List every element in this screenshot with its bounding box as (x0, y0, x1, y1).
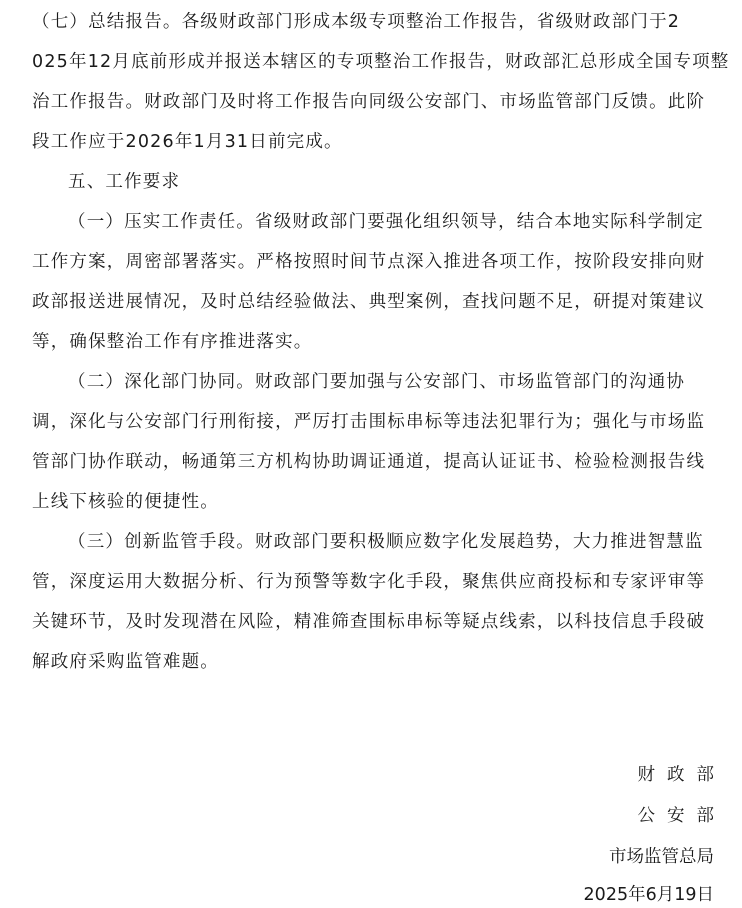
paragraph-1-line-3: 政部报送进展情况，及时总结经验做法、典型案例，查找问题不足，研提对策建议 (32, 292, 706, 312)
signature-org-market-regulation: 市场监管总局 (609, 847, 714, 867)
paragraph-1-line-1: （一）压实工作责任。省级财政部门要强化组织领导，结合本地实际科学制定 (68, 212, 704, 232)
paragraph-2-line-4: 上线下核验的便捷性。 (32, 492, 219, 512)
paragraph-1-line-4: 等，确保整治工作有序推进落实。 (32, 332, 313, 352)
paragraph-2-line-1: （二）深化部门协同。财政部门要加强与公安部门、市场监管部门的沟通协 (68, 372, 686, 392)
paragraph-7-line-2: 025年12月底前形成并报送本辖区的专项整治工作报告，财政部汇总形成全国专项整 (32, 52, 730, 72)
paragraph-3-line-2: 管，深度运用大数据分析、行为预警等数字化手段，聚焦供应商投标和专家评审等 (32, 572, 706, 592)
signature-date: 2025年6月19日 (583, 885, 714, 905)
paragraph-7-line-1: （七）总结报告。各级财政部门形成本级专项整治工作报告，省级财政部门于2 (32, 12, 681, 32)
paragraph-2-line-2: 调，深化与公安部门行刑衔接，严厉打击围标串标等违法犯罪行为；强化与市场监 (32, 412, 706, 432)
section-heading: 五、工作要求 (68, 172, 181, 192)
paragraph-3-line-1: （三）创新监管手段。财政部门要积极顺应数字化发展趋势，大力推进智慧监 (68, 532, 704, 552)
paragraph-3-line-4: 解政府采购监管难题。 (32, 652, 219, 672)
paragraph-3-line-3: 关键环节，及时发现潜在风险，精准筛查围标串标等疑点线索，以科技信息手段破 (32, 612, 706, 632)
paragraph-7-line-4: 段工作应于2026年1月31日前完成。 (32, 132, 343, 152)
paragraph-2-line-3: 管部门协作联动，畅通第三方机构协助调证通道，提高认证证书、检验检测报告线 (32, 452, 706, 472)
signature-org-ministry-of-finance: 财政部 (637, 765, 726, 785)
signature-org-ministry-of-public-security: 公安部 (637, 806, 726, 826)
paragraph-1-line-2: 工作方案，周密部署落实。严格按照时间节点深入推进各项工作，按阶段安排向财 (32, 252, 706, 272)
paragraph-7-line-3: 治工作报告。财政部门及时将工作报告向同级公安部门、市场监管部门反馈。此阶 (32, 92, 706, 112)
